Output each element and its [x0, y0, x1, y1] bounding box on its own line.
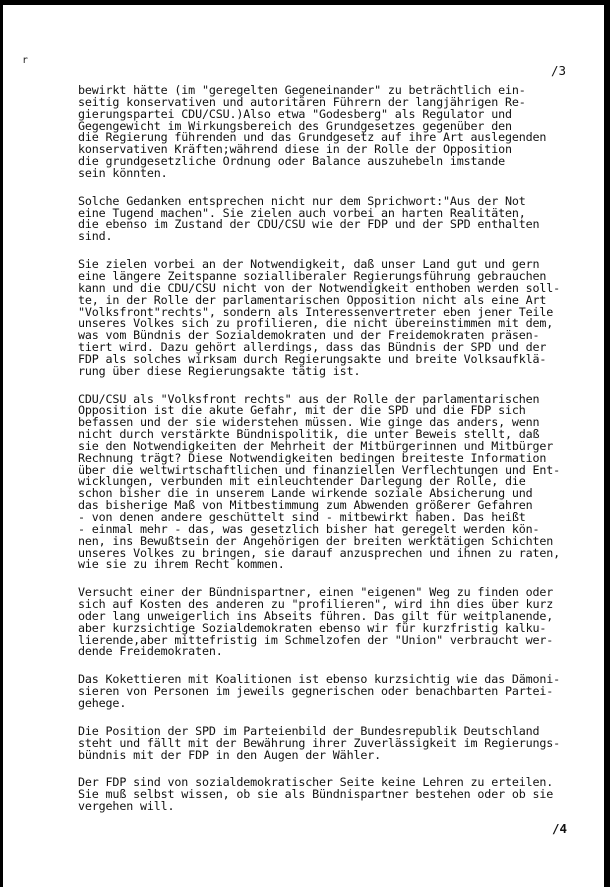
text-line: schon bisher die in unserem Lande wirkende soziale Absicherung und: [78, 486, 533, 501]
document-body: [78, 85, 588, 829]
text-line: "Volksfront"rechts", sondern als Interessenvertreter eben jener Teile: [78, 304, 554, 319]
text-line: sie den Notwendigkeiten der Mehrheit der Mitbürgerinnen und Mitbürger: [78, 438, 554, 453]
text-line: lierende,aber mittefristig im Schmelzofen der "Union" verbraucht wer-: [78, 632, 554, 647]
text-line: Versucht einer der Bündnispartner, einen "eigenen" Weg zu finden oder: [78, 585, 554, 600]
text-line: konservativen Kräften;während diese in der Rolle der Opposition: [78, 142, 512, 157]
text-line: die Regierung führenden und das Grundgesetz auf ihre Art auslegenden: [78, 130, 547, 145]
text-line: über die weltwirtschaftlichen und finanziellen Verflechtungen und Ent-: [78, 462, 561, 477]
text-line: rung über diese Regierungsakte tätig ist.: [78, 363, 361, 378]
text-line: te, in der Rolle der parlamentarischen Opposition nicht als eine Art: [78, 292, 547, 307]
text-line: sieren von Personen im jeweils gegnerischen oder benachbarten Partei-: [78, 684, 554, 699]
text-line: aber kurzsichtige Sozialdemokraten ebenso wir für kurzfristig kalku-: [78, 620, 547, 635]
paragraph: [78, 193, 588, 244]
text-line: steht und fällt mit der Bewährung ihrer Zuverlässigkeit im Regierungs-: [78, 735, 561, 750]
scan-border-top: [0, 0, 610, 5]
page-number-top: /3: [551, 63, 567, 78]
text-line: eine längere Zeitspanne sozialliberaler Regierungsführung gebrauchen: [78, 268, 547, 283]
text-line: gierungspartei CDU/CSU.)Also etwa "Godesberg" als Regulator und: [78, 106, 512, 121]
text-line: unseres Volkes sich zu profilieren, die nicht übereinstimmen mit dem,: [78, 316, 554, 331]
text-line: nicht durch verstärkte Bündnispolitik, die unter Beweis stellt, daß: [78, 427, 540, 442]
paragraph: [78, 391, 588, 572]
text-line: eine Tugend machen". Sie zielen auch vorbei an harten Realitäten,: [78, 205, 526, 220]
text-line: kann und die CDU/CSU nicht von der Notwendigkeit enthoben werden soll-: [78, 280, 561, 295]
text-line: - einmal mehr - das, was gesetzlich bisher hat geregelt werden kön-: [78, 521, 540, 536]
corner-mark: r: [22, 55, 29, 66]
paragraph: [78, 723, 588, 762]
text-line: unseres Volkes zu bringen, sie darauf anzusprechen und ihnen zu raten,: [78, 545, 561, 560]
text-line: wicklungen, verbunden mit einleuchtender Darlegung der Rolle, die: [78, 474, 526, 489]
text-line: die ebenso im Zustand der CDU/CSU wie der FDP und der SPD enthalten: [78, 217, 540, 232]
paragraph: [78, 777, 588, 813]
paragraph: [78, 674, 588, 710]
text-line: nen, ins Bewußtsein der Angehörigen der breiten werktätigen Schichten: [78, 533, 554, 548]
text-line: Die Position der SPD im Parteienbild der Bundesrepublik Deutschland: [78, 723, 540, 738]
text-line: Gegengewicht im Wirkungsbereich des Grundgesetzes gegenüber den: [78, 118, 512, 133]
text-line: Opposition ist die akute Gefahr, mit der die SPD und die FDP sich: [78, 403, 526, 418]
scan-border-left: [0, 0, 3, 887]
text-line: bündnis mit der FDP in den Augen der Wähler.: [78, 747, 382, 762]
text-line: was vom Bündnis der Sozialdemokraten und der Freidemokraten präsen-: [78, 328, 540, 343]
text-line: Solche Gedanken entsprechen nicht nur dem Sprichwort:"Aus der Not: [78, 193, 526, 208]
text-line: gehege.: [78, 695, 127, 710]
text-line: Der FDP sind von sozialdemokratischer Seite keine Lehren zu erteilen.: [78, 775, 554, 790]
text-line: Das Kokettieren mit Koalitionen ist ebenso kurzsichtig wie das Dämoni-: [78, 672, 561, 687]
text-line: vergehen will.: [78, 799, 175, 814]
text-line: sich auf Kosten des anderen zu "profilieren", wird ihn dies über kurz: [78, 597, 554, 612]
text-line: sind.: [78, 229, 113, 244]
text-line: wie sie zu ihrem Recht kommen.: [78, 557, 285, 572]
text-line: Rechnung trägt? Diese Notwendigkeiten bedingen breiteste Information: [78, 450, 547, 465]
text-line: Sie muß selbst wissen, ob sie als Bündnispartner bestehen oder ob sie: [78, 787, 554, 802]
text-line: - von denen andere geschüttelt sind - mitbewirkt haben. Das heißt: [78, 510, 526, 524]
text-line: die grundgesetzliche Ordnung oder Balance auszuhebeln imstande: [78, 154, 505, 169]
text-line: seitig konservativen und autoritären Führern der langjährigen Re-: [78, 94, 526, 109]
text-line: sein könnten.: [78, 165, 168, 180]
paragraph: [78, 259, 588, 377]
text-line: befassen und der sie widerstehen müssen. Wie ginge das anders, wenn: [78, 415, 540, 430]
text-line: das bisherige Maß von Mitbestimmung zum Abwenden größerer Gefahren: [78, 498, 533, 513]
text-line: dende Freidemokraten.: [78, 644, 223, 659]
paragraph: [78, 85, 588, 180]
page-number-bottom: /4: [552, 821, 568, 836]
text-line: Sie zielen vorbei an der Notwendigkeit, daß unser Land gut und gern: [78, 257, 540, 272]
text-line: CDU/CSU als "Volksfront rechts" aus der Rolle der parlamentarischen: [78, 391, 540, 406]
text-line: bewirkt hätte (im "geregelten Gegeneinander" zu beträchtlich ein-: [78, 83, 526, 97]
text-line: oder lang unweigerlich ins Abseits führen. Das gilt für weitplanende,: [78, 608, 554, 623]
text-line: tiert wird. Dazu gehört allerdings, dass das Bündnis der SPD und der: [78, 340, 547, 355]
paragraph: [78, 587, 588, 658]
text-line: FDP als solches wirksam durch Regierungsakte und breite Volksaufklä-: [78, 351, 547, 366]
scan-border-right: [604, 0, 610, 887]
